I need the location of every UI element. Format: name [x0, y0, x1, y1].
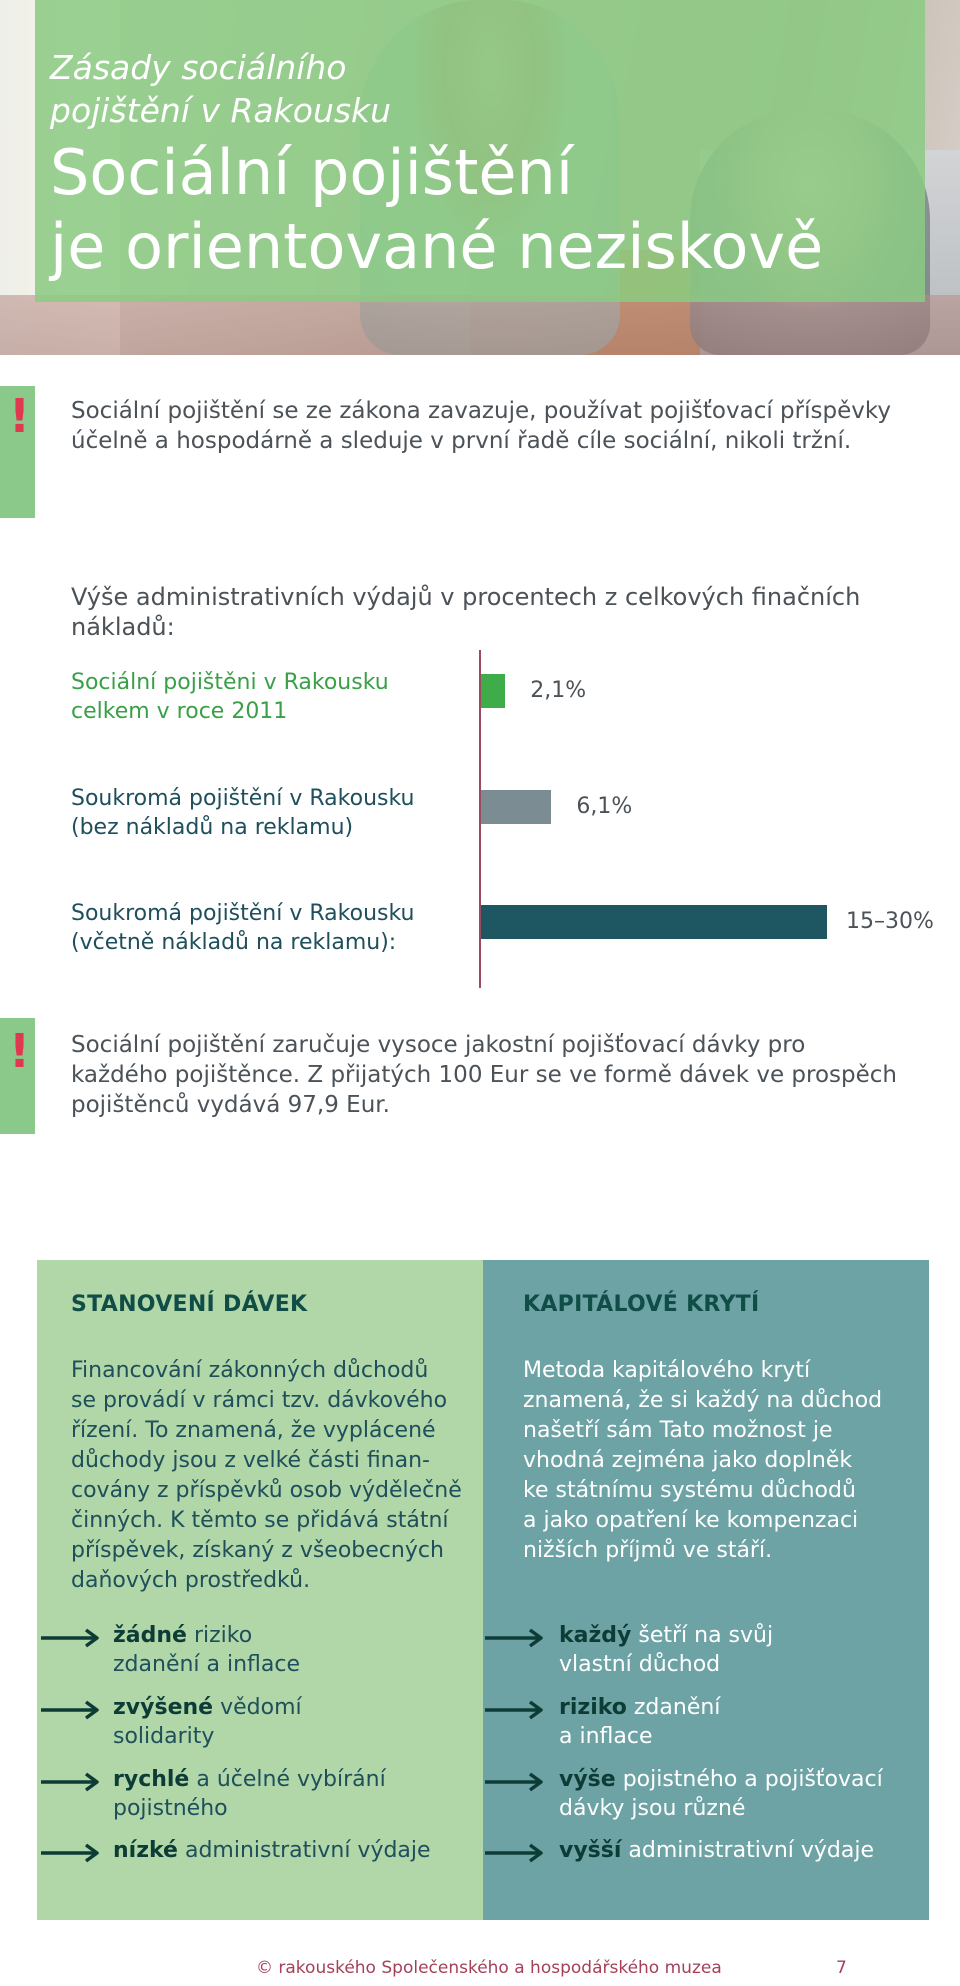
box-body-line: znamená, že si každý na důchod [523, 1388, 883, 1413]
bullet-item [483, 1621, 923, 1681]
subtitle-line: Zásady sociálního [50, 48, 347, 87]
bullet-keyword: žádné [113, 1623, 187, 1648]
arrow-right-icon [485, 1843, 545, 1863]
note-line: účelně a hospodárně a sleduje v první řadě cíle sociální, nikoli tržní. [71, 428, 852, 454]
chart-value-label: 15–30% [846, 909, 934, 934]
note-line: Sociální pojištění se ze zákona zavazuje, používat pojišťovací příspěvky [71, 398, 891, 424]
box-body-line: nižších příjmů ve stáří. [523, 1538, 773, 1563]
pay-as-you-go-box [37, 1260, 483, 1920]
exclamation-icon: ! [9, 1024, 30, 1078]
box-heading: STANOVENÍ DÁVEK [71, 1292, 308, 1317]
arrow-right-icon [41, 1772, 101, 1792]
chart-category-line: Soukromá pojištění v Rakousku [71, 786, 415, 811]
box-body-line: Financování zákonných důchodů [71, 1358, 429, 1383]
bullet-rest: vědomí [213, 1695, 302, 1720]
bullet-rest: šetří na svůj [631, 1623, 774, 1648]
bullet-line [113, 1693, 463, 1722]
bullet-line: solidarity [113, 1724, 215, 1749]
box-body [71, 1356, 471, 1596]
bullet-text [113, 1836, 463, 1865]
bullet-text [559, 1621, 909, 1679]
chart-category-line: Soukromá pojištění v Rakousku [71, 901, 415, 926]
chart-category-line: (včetně nákladů na reklamu): [71, 930, 397, 955]
box-body-line: řízení. To znamená, že vyplácené [71, 1418, 436, 1443]
box-body-line: covány z příspěvků osob výdělečně [71, 1478, 462, 1503]
bullet-item [483, 1836, 923, 1896]
note-text [71, 396, 931, 456]
box-body-line: Metoda kapitálového krytí [523, 1358, 811, 1383]
box-body-line: daňových prostředků. [71, 1568, 311, 1593]
bullet-keyword: riziko [559, 1695, 627, 1720]
chart-category-label [71, 899, 471, 957]
bullet-keyword: zvýšené [113, 1695, 214, 1720]
chart-category-label [71, 668, 471, 726]
bullet-text [559, 1693, 909, 1751]
bullet-keyword: výše [559, 1767, 616, 1792]
chart-title: Výše administrativních výdajů v procentech z celkových finačních nákladů: [71, 583, 861, 641]
bullet-line [113, 1836, 463, 1865]
bullet-line: vlastní důchod [559, 1652, 721, 1677]
chart-category-label [71, 784, 471, 842]
arrow-right-icon [41, 1628, 101, 1648]
bullet-rest: riziko [186, 1623, 253, 1648]
hero-banner [0, 0, 960, 355]
subtitle-line: pojištění v Rakousku [50, 91, 392, 130]
bullet-text [113, 1621, 463, 1679]
box-body-line: a jako opatření ke kompenzaci [523, 1508, 859, 1533]
bullet-rest: administrativní výdaje [177, 1838, 431, 1863]
bullet-rest: zdanění [626, 1695, 721, 1720]
bullet-text [113, 1765, 463, 1823]
bullet-line: dávky jsou různé [559, 1796, 746, 1821]
bullet-item [37, 1693, 477, 1753]
bullet-item [37, 1765, 477, 1825]
bullet-rest: a účelné vybírání [189, 1767, 386, 1792]
bullet-keyword: každý [559, 1623, 632, 1648]
bullet-text [559, 1765, 909, 1823]
arrow-right-icon [41, 1700, 101, 1720]
title-line: je orientované neziskově [50, 210, 824, 283]
box-body-line: se provádí v rámci tzv. dávkového [71, 1388, 448, 1413]
box-body-line: vhodná zejména jako doplněk [523, 1448, 853, 1473]
admin-costs-chart [0, 640, 960, 1000]
note-text [71, 1030, 931, 1120]
arrow-right-icon [41, 1843, 101, 1863]
bullet-line: zdanění a inflace [113, 1652, 301, 1677]
arrow-right-icon [485, 1628, 545, 1648]
bullet-line: a inflace [559, 1724, 653, 1749]
chart-value-label: 2,1% [530, 678, 587, 703]
hero-photo-floor [0, 295, 960, 355]
bullet-line [559, 1836, 909, 1865]
bullet-item [483, 1765, 923, 1825]
bullet-item [37, 1836, 477, 1896]
bullet-line: pojistného [113, 1796, 228, 1821]
bullet-line [113, 1765, 463, 1794]
title-line: Sociální pojištění [50, 136, 574, 209]
box-body-line: činných. K těmto se přidává státní [71, 1508, 449, 1533]
bullet-line [559, 1693, 909, 1722]
footer-copyright: © rakouského Společenského a hospodářského muzea [256, 1958, 722, 1978]
bullet-rest: administrativní výdaje [621, 1838, 875, 1863]
bullet-line [559, 1765, 909, 1794]
capital-funding-box [483, 1260, 929, 1920]
exclamation-icon: ! [9, 389, 30, 443]
bullet-keyword: nízké [113, 1838, 178, 1863]
bullet-text [559, 1836, 909, 1865]
chart-value-label: 6,1% [576, 794, 633, 819]
bullet-line [559, 1621, 909, 1650]
box-body-line: příspěvek, získaný z všeobecných [71, 1538, 444, 1563]
page-title [50, 136, 910, 284]
bullet-keyword: rychlé [113, 1767, 190, 1792]
box-body-line: našetří sám Tato možnost je [523, 1418, 833, 1443]
chart-category-line: (bez nákladů na reklamu) [71, 815, 354, 840]
note-line: Sociální pojištění zaručuje vysoce jakostní pojišťovací dávky pro [71, 1032, 806, 1058]
bullet-text [113, 1693, 463, 1751]
page-subtitle [50, 46, 750, 132]
note-line: pojištěnců vydává 97,9 Eur. [71, 1092, 390, 1118]
bullet-keyword: vyšší [559, 1838, 622, 1863]
chart-bar [481, 790, 551, 824]
arrow-right-icon [485, 1772, 545, 1792]
bullet-line [113, 1621, 463, 1650]
note-line: každého pojištěnce. Z přijatých 100 Eur se ve formě dávek ve prospěch [71, 1062, 897, 1088]
box-heading: KAPITÁLOVÉ KRYTÍ [523, 1292, 760, 1317]
page-number: 7 [836, 1958, 847, 1978]
bullet-item [37, 1621, 477, 1681]
chart-bar [481, 674, 505, 708]
chart-category-line: celkem v roce 2011 [71, 699, 288, 724]
box-body [523, 1356, 918, 1566]
bullet-rest: pojistného a pojišťovací [615, 1767, 883, 1792]
bullet-item [483, 1693, 923, 1753]
chart-bar [481, 905, 827, 939]
arrow-right-icon [485, 1700, 545, 1720]
chart-category-line: Sociální pojištěni v Rakousku [71, 670, 389, 695]
box-body-line: ke státnímu systému důchodů [523, 1478, 856, 1503]
box-body-line: důchody jsou z velké části finan- [71, 1448, 430, 1473]
